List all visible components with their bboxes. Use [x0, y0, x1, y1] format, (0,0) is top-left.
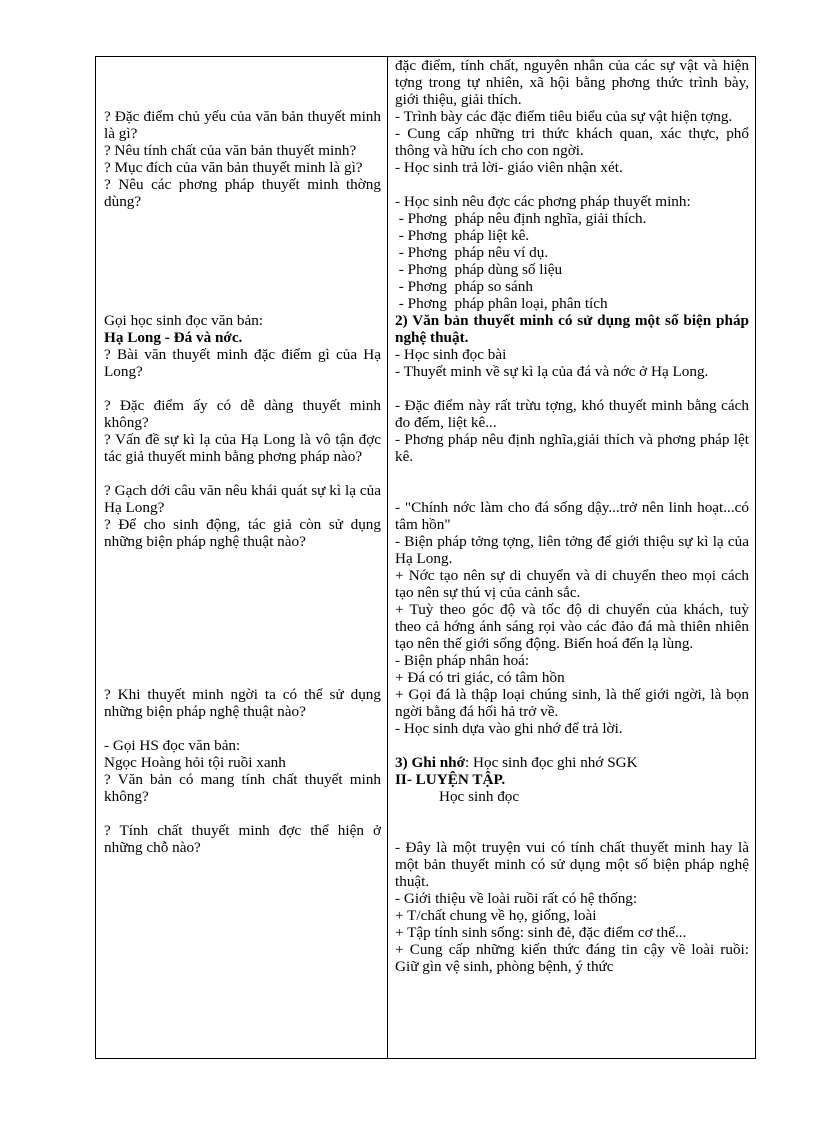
question-text: ? Bài văn thuyết minh đặc điểm gì của Hạ Long?: [104, 346, 381, 380]
section-heading-remember: [395, 754, 749, 771]
question-text: ? Vấn đề sự kì lạ của Hạ Long là vô tận đợc tác giả thuyết minh bằng phơng pháp nào?: [104, 431, 381, 465]
answer-text: + Tập tính sinh sống: sinh đẻ, đặc điểm cơ thể...: [395, 924, 687, 941]
question-text: ? Đặc điểm chủ yếu của văn bản thuyết minh là gì?: [104, 108, 381, 142]
question-text: ? Tính chất thuyết minh đợc thể hiện ở những chỗ nào?: [104, 822, 381, 856]
answer-text: + T/chất chung về họ, giống, loài: [395, 907, 597, 924]
answer-text: - Học sinh nêu đợc các phơng pháp thuyết minh:: [395, 193, 691, 210]
answer-text: đặc điểm, tính chất, nguyên nhân của các sự vật và hiện tợng trong tự nhiên, xã hội bằng phơng thức trình bày, giới thiệu, giải thích.: [395, 57, 749, 108]
method-item: - Phơng pháp nêu định nghĩa, giải thích.: [395, 210, 647, 227]
method-item: - Phơng pháp dùng số liệu: [395, 261, 563, 278]
answer-text: + Đá có tri giác, có tâm hồn: [395, 669, 565, 686]
method-item: - Phơng pháp phân loại, phân tích: [395, 295, 608, 312]
instruction-text: Gọi học sinh đọc văn bản:: [104, 312, 264, 329]
answer-text: - Thuyết minh về sự kì lạ của đá và nớc ở Hạ Long.: [395, 363, 709, 380]
answer-text: - Học sinh đọc bài: [395, 346, 507, 363]
text-title: Hạ Long - Đá và nớc.: [104, 329, 243, 346]
question-text: ? Nêu các phơng pháp thuyết minh thờng dùng?: [104, 176, 381, 210]
instruction-text: - Gọi HS đọc văn bản:: [104, 737, 241, 754]
answer-text: - Phơng pháp nêu định nghĩa,giải thích và phơng pháp lệt kê.: [395, 431, 749, 465]
question-text: ? Văn bản có mang tính chất thuyết minh không?: [104, 771, 381, 805]
answer-text: - Cung cấp những tri thức khách quan, xác thực, phổ thông và hữu ích cho con ngời.: [395, 125, 749, 159]
answer-text: - Đây là một truyện vui có tính chất thuyết minh hay là một bản thuyết minh có sử dụng một số biện pháp nghệ thuật.: [395, 839, 749, 890]
answer-text: + Cung cấp những kiến thức đáng tin cậy về loài ruồi: Giữ gìn vệ sinh, phòng bệnh, ý thức: [395, 941, 749, 975]
question-text: ? Để cho sinh động, tác giả còn sử dụng những biện pháp nghệ thuật nào?: [104, 516, 381, 550]
question-text: ? Đặc điểm ấy có dễ dàng thuyết minh không?: [104, 397, 381, 431]
answer-text: - Đặc điểm này rất trừu tợng, khó thuyết minh bằng cách đo đếm, liệt kê...: [395, 397, 749, 431]
lesson-table: [95, 56, 756, 1059]
quote-text: - "Chính nớc làm cho đá sống dậy...trở nên linh hoạt...có tâm hồn": [395, 499, 749, 533]
answer-text: + Gọi đá là thập loại chúng sinh, là thế giới ngời, là bọn ngời bằng đá hối hả trở về.: [395, 686, 749, 720]
teacher-questions-column: [96, 57, 387, 1058]
text-title: Ngọc Hoàng hỏi tội ruồi xanh: [104, 754, 286, 771]
section-heading-label: 3) Ghi nhớ: [395, 754, 466, 771]
question-text: ? Mục đích của văn bản thuyết minh là gì?: [104, 159, 363, 176]
answer-text: + Tuỳ theo góc độ và tốc độ di chuyển của khách, tuỳ theo cả hớng ánh sáng rọi vào các đảo đá mà thiên nhiên tạo nên thế giới sống động. Biến hoá đến lạ lùng.: [395, 601, 749, 652]
question-text: ? Khi thuyết minh ngời ta có thể sử dụng những biện pháp nghệ thuật nào?: [104, 686, 381, 720]
method-item: - Phơng pháp nêu ví dụ.: [395, 244, 549, 261]
answer-text: - Biện pháp tởng tợng, liên tởng để giới thiệu sự kì lạ của Hạ Long.: [395, 533, 749, 567]
section-heading-practice: II- LUYỆN TẬP.: [395, 771, 506, 788]
method-item: - Phơng pháp liệt kê.: [395, 227, 530, 244]
answer-text: - Biện pháp nhân hoá:: [395, 652, 530, 669]
answer-text: - Trình bày các đặc điểm tiêu biểu của sự vật hiện tợng.: [395, 108, 733, 125]
section-heading-text: : Học sinh đọc ghi nhớ SGK: [465, 754, 638, 771]
answer-text: - Học sinh trả lời- giáo viên nhận xét.: [395, 159, 623, 176]
question-text: ? Nêu tính chất của văn bản thuyết minh?: [104, 142, 357, 159]
student-answers-column: [388, 57, 755, 1058]
answer-text: - Học sinh dựa vào ghi nhớ để trả lời.: [395, 720, 623, 737]
section-heading: 2) Văn bản thuyết minh có sử dụng một số biện pháp nghệ thuật.: [395, 312, 749, 346]
answer-text: + Nớc tạo nên sự di chuyển và di chuyển theo mọi cách tạo nên sự thú vị của cảnh sắc.: [395, 567, 749, 601]
method-item: - Phơng pháp so sánh: [395, 278, 533, 295]
instruction-text: Học sinh đọc: [439, 788, 520, 805]
question-text: ? Gạch dới câu văn nêu khái quát sự kì lạ của Hạ Long?: [104, 482, 381, 516]
answer-text: - Giới thiệu về loài ruồi rất có hệ thống:: [395, 890, 638, 907]
